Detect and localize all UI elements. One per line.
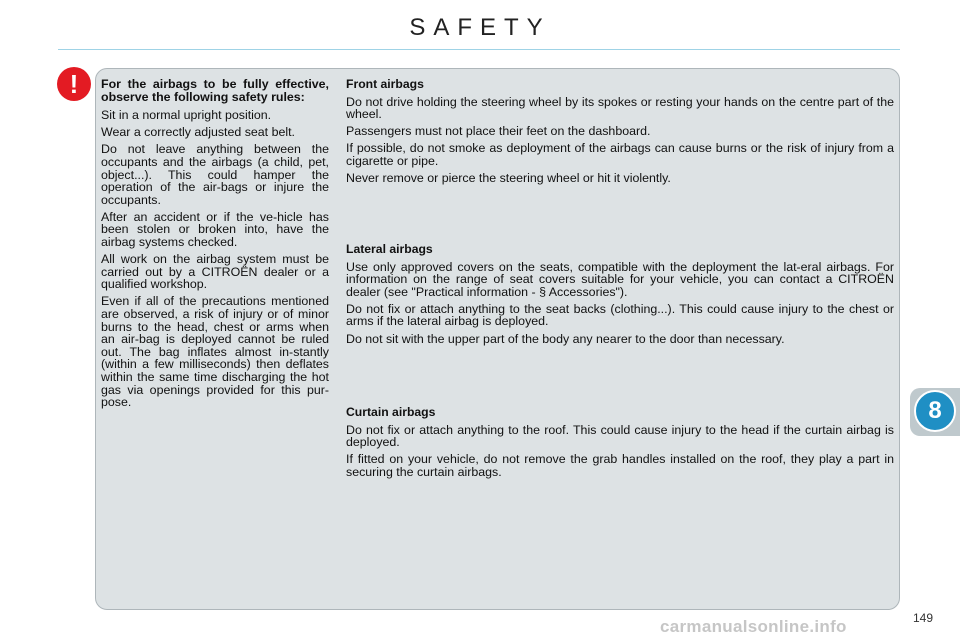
lateral-airbags-section [346,243,894,350]
lateral-airbags-heading: Lateral airbags [346,242,433,256]
section-paragraph: Do not drive holding the steering wheel by its spokes or resting your hands on the centre part of the wheel. [346,94,894,122]
rule-paragraph: Even if all of the precautions mentioned are observed, a risk of injury or of minor burns to the head, chest or arms when an air-bag is deployed cannot be ruled out. The bag inflates almost in-stantly (within a few milliseconds) then deflates within the same time discharging the hot gas via openings provided for this pur-pose. [101,294,329,410]
section-paragraph: Never remove or pierce the steering wheel or hit it violently. [346,171,671,186]
left-column [101,78,329,413]
rule-paragraph: All work on the airbag system must be carried out by a CITROËN dealer or a qualified workshop. [101,252,329,292]
rule-paragraph: Sit in a normal upright position. [101,108,272,123]
section-paragraph: If fitted on your vehicle, do not remove the grab handles installed on the roof, they play a part in securing the curtain airbags. [346,452,894,479]
rule-paragraph: After an accident or if the ve-hicle has been stolen or broken into, have the airbag systems checked. [101,209,329,250]
section-paragraph: If possible, do not smoke as deployment of the airbags can cause burns or the risk of injury from a cigarette or pipe. [346,141,894,168]
title-divider [58,49,900,50]
section-paragraph: Use only approved covers on the seats, compatible with the deployment the lat-eral airbags. For information on the range of seat covers suitable for your vehicle, you can contact a CITROËN dealer (see "Practical information - § Accessories"). [346,259,894,299]
rule-paragraph: Wear a correctly adjusted seat belt. [101,125,295,140]
section-paragraph: Do not sit with the upper part of the body any nearer to the door than necessary. [346,331,785,346]
section-paragraph: Do not fix or attach anything to the seat backs (clothing...). This could cause injury to the chest or arms if the lateral airbag is deployed. [346,301,894,329]
section-paragraph: Do not fix or attach anything to the roof. This could cause injury to the head if the curtain airbag is deployed. [346,422,894,450]
section-paragraph: Passengers must not place their feet on the dashboard. [346,124,651,139]
chapter-number-badge: 8 [914,390,956,432]
page-title: SAFETY [409,14,551,41]
exclamation-warning-icon: ! [57,67,91,101]
watermark: carmanualsonline.info [660,617,847,636]
front-airbags-section [346,78,894,189]
page-number: 149 [913,611,934,625]
rule-paragraph: Do not leave anything between the occupants and the airbags (a child, pet, object...). This could hamper the operation of the air-bags or injure the occupants. [101,142,329,207]
curtain-airbags-heading: Curtain airbags [346,405,436,419]
front-airbags-heading: Front airbags [346,77,424,91]
safety-rules-lead: For the airbags to be fully effective, observe the following safety rules: [101,77,329,104]
curtain-airbags-section [346,406,894,483]
